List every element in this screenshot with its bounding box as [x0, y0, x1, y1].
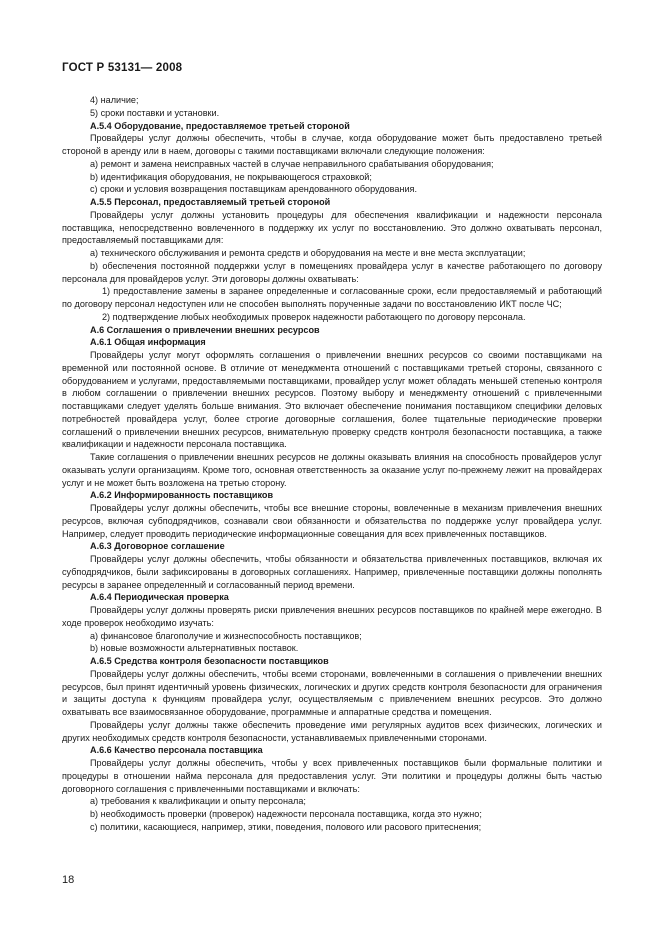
section-heading: А.6.3 Договорное соглашение: [90, 541, 225, 552]
section-heading: А.6.1 Общая информация: [90, 337, 206, 348]
paragraph: b) обеспечения постоянной поддержки услуг в помещениях провайдера услуг в качестве работающего по договору персонала для провайдеров услуг. Эти договоры должны охватывать:: [62, 260, 602, 284]
list-item: а) технического обслуживания и ремонта средств и оборудования на месте и вне места эксплуатации;: [90, 248, 526, 258]
section-heading: А.6.2 Информированность поставщиков: [90, 490, 274, 501]
paragraph: Такие соглашения о привлечении внешних ресурсов не должны оказывать влияния на способность провайдеров услуг оказывать услуги организациям. Кроме того, основная ответственность за оказание услуг по-прежнему лежит на провайдерах услуг и не может быть возложена на третью сторону.: [62, 452, 602, 488]
document-header: ГОСТ Р 53131— 2008: [62, 62, 183, 74]
list-item: 5) сроки поставки и установки.: [90, 107, 220, 118]
list-item: b) идентификация оборудования, не покрывающегося страховкой;: [90, 171, 372, 182]
paragraph: Провайдеры услуг должны обеспечить, чтобы обязанности и обязательства привлеченных поставщиков, включая их субподрядчиков, были зафиксированы в договорных соглашениях. Например, привлеченные поставщики должны пополнять ресурсы в заранее определенный и согласованный период времени.: [62, 554, 602, 590]
list-item: а) требования к квалификации и опыту персонала;: [90, 796, 306, 807]
paragraph: Провайдеры услуг должны также обеспечить проведение ими регулярных аудитов всех физических, логических и других необходимых средств контроля безопасности, устанавливаемых привлеченными сторонами.: [62, 719, 602, 743]
list-item: 2) подтверждение любых необходимых проверок надежности работающего по договору персонала.: [102, 311, 526, 322]
paragraph: Провайдеры услуг должны обеспечить, чтобы все внешние стороны, вовлеченные в механизм привлечения внешних ресурсов, включая субподрядчиков, сознавали свои обязанности и обязательства по поддержке услуг провайдера услуг. Например, следует проводить периодические информационные совещания для всех привлеченных поставщиков.: [62, 503, 602, 539]
list-item: с) сроки и условия возвращения поставщикам арендованного оборудования.: [90, 184, 417, 195]
paragraph: Провайдеры услуг должны обеспечить, чтобы у всех привлеченных поставщиков были формальные политики и процедуры в отношении найма персонала для предоставления услуг. Эти политики и процедуры должны быть частью договорного соглашения с привлеченными поставщиками и включать:: [62, 758, 602, 794]
list-item: 4) наличие;: [90, 95, 139, 105]
section-heading: А.6.5 Средства контроля безопасности поставщиков: [90, 656, 329, 666]
section-heading: А.6 Соглашения о привлечении внешних ресурсов: [90, 324, 320, 335]
page-number: 18: [62, 874, 75, 886]
section-heading: А.6.6 Качество персонала поставщика: [90, 745, 263, 756]
section-heading: А.5.4 Оборудование, предоставляемое третьей стороной: [90, 120, 350, 131]
section-heading: А.6.4 Периодическая проверка: [90, 592, 229, 603]
paragraph: Провайдеры услуг должны обеспечить, чтобы в случае, когда оборудование может быть предоставлено третьей стороной в аренду или в наем, договоры с такими поставщиками включали следующие положения:: [62, 133, 602, 156]
list-item: b) необходимость проверки (проверок) надежности персонала поставщика, когда это нужно;: [90, 809, 482, 819]
paragraph: Провайдеры услуг должны установить процедуры для обеспечения квалификации и надежности персонала поставщика, непосредственно вовлеченного в поддержку их услуг по восстановлению. Это должно охватывать персонал, предоставляемый поставщиками для:: [62, 209, 602, 246]
list-item: с) политики, касающиеся, например, этики, поведения, полового или расового притеснения;: [90, 821, 482, 832]
paragraph: Провайдеры услуг должны обеспечить, чтобы всеми сторонами, вовлеченными в соглашения о привлечении внешних ресурсов, был принят идентичный уровень физических, логических и других средств контроля безопасности для ограничения и защиты доступа к функциям провайдера услуг, осуществляемым с привлечением внешних ресурсов. Это должно охватывать все взаимосвязанное оборудование, программные и аппаратные средства и помещения.: [62, 668, 602, 717]
list-item: а) ремонт и замена неисправных частей в случае неправильного срабатывания оборудования;: [90, 158, 494, 169]
list-item: 1) предоставление замены в заранее определенные и согласованные сроки, если предоставляемый и работающий по договору персонал недоступен или не способен выполнять порученные задачи по восстановлению ИКТ после ЧС;: [62, 286, 602, 309]
list-item: а) финансовое благополучие и жизнеспособность поставщиков;: [90, 630, 362, 641]
paragraph: Провайдеры услуг могут оформлять соглашения о привлечении внешних ресурсов со своими поставщиками на временной или постоянной основе. В отличие от менеджмента отношений с поставщиками третьей стороны, связанного с оборудованием и услугами, предоставляемыми поставщиками, провайдер услуг может обладать меньшей степенью контроля в любом соглашении о привлечении внешних ресурсов. Поэтому выбору и менеджменту отношений с привлеченными поставщиками следует уделять больше внимания. Это включает обеспечение понимания поставщиком специфики деловых потребностей провайдера услуг, более строгие договорные соглашения, более тщательные периодические проверки соглашений о привлечении внешних ресурсов, внимательную проверку средств контроля безопасности поставщика, а также квалификации и надежности персонала поставщика.: [62, 350, 602, 450]
paragraph: Провайдеры услуг должны проверять риски привлечения внешних ресурсов поставщиков по крайней мере ежегодно. В ходе проверок необходимо изучать:: [62, 605, 602, 628]
document-body: [62, 94, 602, 834]
section-heading: А.5.5 Персонал, предоставляемый третьей стороной: [90, 197, 331, 207]
list-item: b) новые возможности альтернативных поставок.: [90, 643, 299, 654]
